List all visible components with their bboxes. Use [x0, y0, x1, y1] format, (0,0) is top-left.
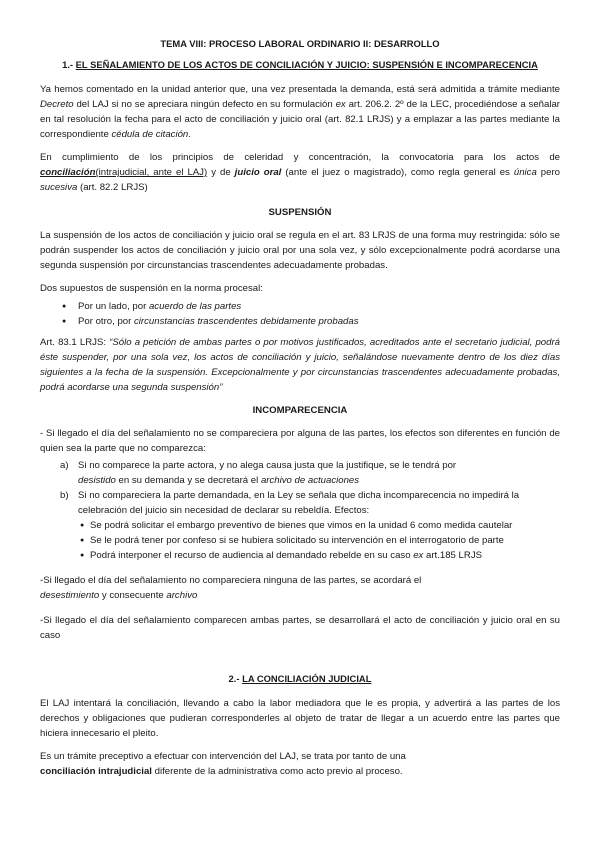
quote-art-83	[40, 335, 560, 395]
text-run-underlined: (intrajudicial, ante el LAJ)	[95, 167, 208, 178]
text-run-bold: conciliación intrajudicial	[40, 766, 152, 777]
text-run: -Si llegado el día del señalamiento no compareciera ninguna de las partes, se acordará el	[40, 575, 422, 586]
text-run-italic: acuerdo de las partes	[148, 301, 242, 312]
text-run-italic: archivo de actuaciones	[260, 475, 360, 486]
section-2-heading	[40, 671, 560, 686]
text-run: Es un trámite preceptivo a efectuar con intervención del LAJ, se trata por tanto de una	[40, 751, 406, 762]
text-run: (art. 82.2 LRJS)	[77, 182, 148, 193]
paragraph-admission	[40, 82, 560, 142]
suspension-list	[40, 299, 560, 329]
document-page	[40, 36, 560, 779]
paragraph-ninguna-parte	[40, 573, 560, 603]
text-run: Ya hemos comentado en la unidad anterior que, una vez presentada la demanda, está será admitida a trámite mediante	[40, 84, 560, 95]
document-title: TEMA VIII: PROCESO LABORAL ORDINARIO II: DESARROLLO	[160, 38, 440, 49]
text-run: Por un lado, por	[78, 301, 149, 312]
section-1-heading-text: EL SEÑALAMIENTO DE LOS ACTOS DE CONCILIACIÓN Y JUICIO: SUSPENSIÓN E INCOMPARECENCIA	[75, 59, 538, 70]
text-run: En cumplimiento de los principios de celeridad y concentración, la convocatoria para los actos de	[40, 152, 560, 163]
paragraph-supuestos: Dos supuestos de suspensión en la norma procesal:	[40, 283, 263, 294]
suspension-heading: SUSPENSIÓN	[268, 207, 332, 218]
text-run-italic: circunstancias trascendentes debidamente probadas	[134, 316, 359, 327]
text-run: Art. 83.1 LRJS:	[40, 337, 110, 348]
text-run-italic: cédula de citación	[111, 129, 189, 140]
text-run: Si no compareciera la parte demandada, en la Ley se señala que dicha incomparecencia no impedirá la celebración del juicio sin necesidad de declarar su rebeldía. Efectos:	[78, 490, 520, 516]
text-run-bold-italic: juicio oral	[234, 167, 282, 178]
section-1-heading	[40, 57, 560, 72]
text-run: del LAJ si no se apreciara ningún defecto en su formulación	[73, 99, 336, 110]
list-item-a	[40, 458, 560, 488]
paragraph-suspension: La suspensión de los actos de conciliación y juicio oral se regula en el art. 83 LRJS de una forma muy restringida: sólo se podrán suspender los actos de conciliación y juicio oral por una sola vez, y sólo excepcionalmente podrá acordarse una segunda suspensión por circunstancias trascendentes adecuadamente probadas.	[40, 230, 560, 271]
section-1-number: 1.-	[62, 59, 76, 70]
paragraph-incomparecencia-intro: - Si llegado el día del señalamiento no se compareciera por alguna de las partes, los efectos son diferentes en función de quien sea la parte que no comparezca:	[40, 428, 560, 454]
text-run: (ante el juez o magistrado), como regla general es	[281, 167, 514, 178]
paragraph-convocatoria	[40, 150, 560, 195]
incomparecencia-heading: INCOMPARECENCIA	[252, 405, 348, 416]
text-run-italic: sucesiva	[40, 182, 78, 193]
text-run-italic: “Sólo a petición de ambas partes o por motivos justificados, acreditados ante el secretario judicial, podrá éste suspender, por una sola vez, los actos de conciliación y juicio, señalándose nuevamente dentro de los diez días siguientes a la fecha de la suspensión. Excepcionalmente y por circunstancias trascendentes adecuadamente probadas, podrá acordarse una segunda suspensión”	[40, 337, 561, 393]
paragraph-ambas-partes: -Si llegado el día del señalamiento comparecen ambas partes, se desarrollará el acto de conciliación y juicio oral en su caso	[40, 615, 560, 641]
text-run-italic: ex	[413, 550, 424, 561]
text-run: art. 206.2. 2º de la LEC, procediéndose a señalar en tal resolución la fecha para el acto de conciliación y juicio oral (art. 82.1 LRJS) y a emplazar a las partes mediante la correspondiente	[40, 99, 560, 140]
incomparecencia-list	[40, 458, 560, 518]
list-marker: a)	[60, 460, 69, 471]
list-marker: b)	[60, 490, 69, 501]
section-2-heading-text: LA CONCILIACIÓN JUDICIAL	[242, 673, 372, 684]
text-run-italic: única	[513, 167, 537, 178]
text-run: art.185 LRJS	[423, 550, 483, 561]
text-run: diferente de la administrativa como acto previo al proceso.	[151, 766, 403, 777]
text-run: y consecuente	[99, 590, 167, 601]
text-run: Podrá interponer el recurso de audiencia al demandado rebelde en su caso	[90, 550, 414, 561]
text-run: en su demanda y se decretará el	[115, 475, 261, 486]
text-run: Por otro, por	[78, 316, 134, 327]
section-2-number: 2.-	[228, 673, 243, 684]
text-run-italic: ex	[335, 99, 346, 110]
list-item-b	[40, 488, 560, 518]
list-item	[40, 299, 560, 314]
text-run-italic: desistido	[78, 475, 116, 486]
text-run: y de	[207, 167, 235, 178]
text-run-bold-italic: conciliación	[40, 167, 96, 178]
paragraph-tramite	[40, 749, 560, 779]
demandado-effects-list	[40, 518, 560, 563]
list-item: ● Se podrá solicitar el embargo preventivo de bienes que vimos en la unidad 6 como medida cautelar	[40, 518, 560, 533]
text-run: pero	[536, 167, 560, 178]
text-run: Si no comparece la parte actora, y no alega causa justa que la justifique, se le tendrá por	[78, 460, 457, 471]
list-item	[40, 548, 560, 563]
paragraph-conciliacion: El LAJ intentará la conciliación, llevando a cabo la labor mediadora que le es propia, y advertirá a las partes de los derechos y obligaciones que pudieran corresponderles al objeto de tratar de llegar a un acuerdo entre las partes que hiciera innecesario el pleito.	[40, 698, 560, 739]
list-item: ● Se le podrá tener por confeso si se hubiera solicitado su intervención en el interrogatorio de parte	[40, 533, 560, 548]
text-run-italic: archivo	[166, 590, 198, 601]
text-run: .	[188, 129, 191, 140]
list-item	[40, 314, 560, 329]
text-run-italic: desestimiento	[40, 590, 100, 601]
text-run-italic: Decreto	[40, 99, 74, 110]
